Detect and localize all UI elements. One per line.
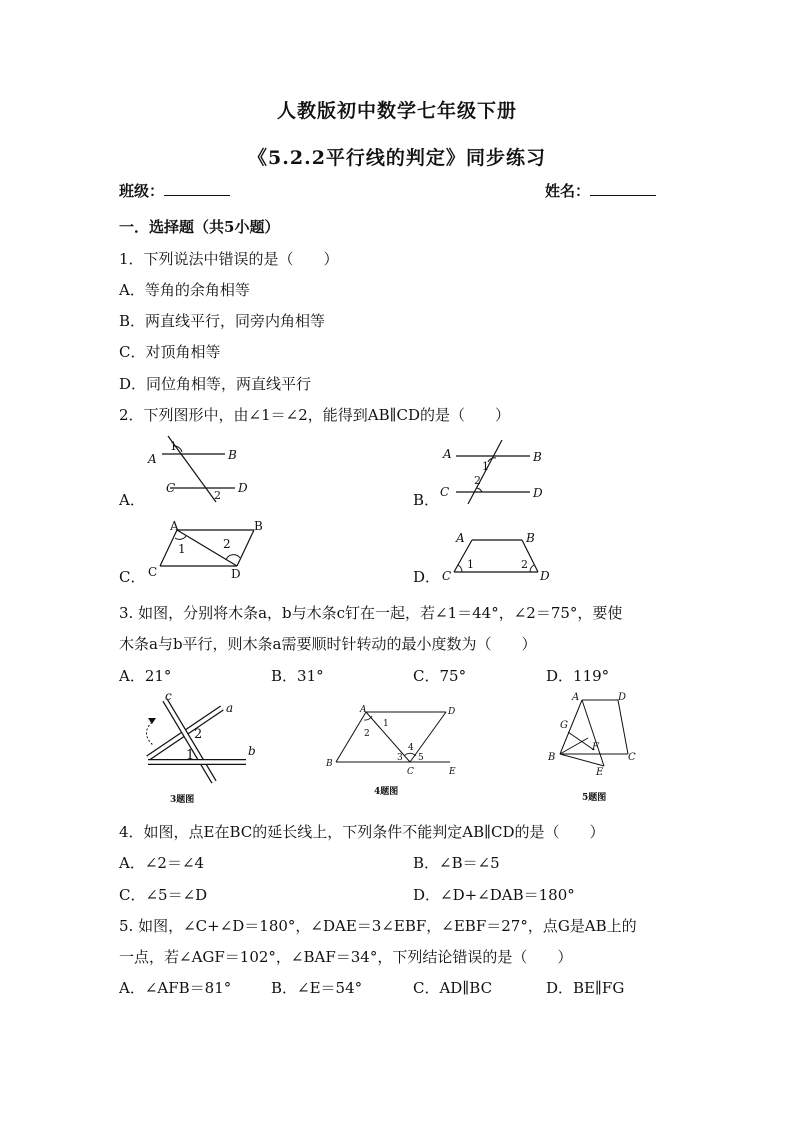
label-2: 2 (223, 537, 231, 551)
label-1: 1 (467, 558, 474, 571)
caption-5: 5题图 (582, 793, 607, 803)
class-label: 班级： (119, 182, 165, 200)
class-field (119, 180, 230, 201)
label-1: 1 (482, 460, 489, 473)
q5-stem-line-1: 5. 如图，∠C+∠D＝180°，∠DAE＝3∠EBF，∠EBF＝27°，点G是AB上的 (119, 917, 637, 935)
label-E: E (449, 767, 456, 777)
q1-option-b: B．两直线平行，同旁内角相等 (119, 312, 326, 330)
label-A: A (443, 447, 452, 461)
caption-3: 3题图 (170, 795, 195, 805)
label-D: D (540, 569, 550, 583)
name-field (545, 180, 656, 201)
label-C: C (440, 485, 450, 499)
q3-option-a: A．21° (119, 667, 172, 685)
label-2: 2 (474, 474, 481, 487)
q2-figure-d (438, 528, 558, 584)
name-blank (590, 181, 656, 196)
label-D: D (448, 707, 456, 717)
label-a: a (226, 701, 234, 715)
label-C: C (148, 565, 158, 579)
q3-option-b: B．31° (271, 667, 324, 685)
label-1: 1 (383, 719, 389, 729)
q3-stem-line-1: 3. 如图，分别将木条a，b与木条c钉在一起，若∠1＝44°，∠2＝75°，要使 (119, 604, 623, 622)
q2-figure-c (142, 520, 272, 580)
name-label: 姓名： (545, 182, 591, 200)
label-C: C (628, 752, 636, 763)
figure-3 (130, 689, 270, 806)
q4-option-b: B．∠B＝∠5 (413, 854, 500, 872)
label-2: 2 (214, 489, 221, 502)
q5-option-a: A．∠AFB＝81° (119, 979, 232, 997)
q2-figure-b (438, 438, 558, 508)
q2-option-d: D． (413, 568, 441, 586)
label-A: A (360, 705, 367, 715)
label-B: B (326, 759, 333, 769)
q4-stem: 4．如图，点E在BC的延长线上，下列条件不能判定AB∥CD的是（ ） (119, 823, 605, 841)
label-2: 2 (364, 729, 370, 739)
figure-5 (540, 688, 650, 806)
page-title: 人教版初中数学七年级下册 (276, 100, 517, 122)
label-A: A (456, 531, 465, 545)
label-B: B (526, 531, 535, 545)
q1-option-d: D．同位角相等，两直线平行 (119, 375, 312, 393)
label-3: 3 (397, 753, 403, 763)
caption-4: 4题图 (374, 787, 399, 797)
q1-option-c: C．对顶角相等 (119, 343, 221, 361)
q4-option-d: D．∠D+∠DAB＝180° (413, 886, 575, 904)
class-blank (164, 181, 230, 196)
q2-option-c: C． (119, 568, 146, 586)
q1-stem: 1．下列说法中错误的是（ ） (119, 250, 339, 268)
label-D: D (618, 692, 627, 703)
q3-option-d: D．119° (546, 667, 610, 685)
label-1: 1 (178, 542, 186, 556)
figure-4 (322, 700, 472, 804)
label-2: 2 (194, 727, 203, 742)
label-B: B (228, 448, 237, 462)
q4-option-c: C．∠5＝∠D (119, 886, 208, 904)
q1-option-a: A．等角的余角相等 (119, 281, 250, 299)
label-G: G (560, 720, 568, 731)
label-F: F (592, 742, 599, 753)
label-2: 2 (521, 558, 528, 571)
label-1: 1 (170, 440, 177, 453)
label-D: D (231, 567, 241, 581)
q5-option-b: B．∠E＝54° (271, 979, 363, 997)
label-A: A (170, 519, 179, 533)
label-B: B (548, 752, 556, 763)
label-1: 1 (186, 748, 195, 763)
label-B: B (254, 519, 263, 533)
label-D: D (238, 481, 248, 495)
label-c: c (165, 689, 172, 703)
q2-stem: 2．下列图形中，由∠1＝∠2，能得到AB∥CD的是（ ） (119, 406, 511, 424)
label-4: 4 (408, 743, 414, 753)
label-D: D (533, 486, 543, 500)
label-5: 5 (418, 753, 424, 763)
label-E: E (596, 767, 604, 778)
section-title: 一．选择题（共5小题） (119, 218, 280, 236)
label-B: B (533, 450, 542, 464)
q5-stem-line-2: 一点，若∠AGF＝102°，∠BAF＝34°，下列结论错误的是（ ） (119, 948, 573, 966)
q3-stem-line-2: 木条a与b平行，则木条a需要顺时针转动的最小度数为（ ） (119, 635, 537, 653)
label-b: b (248, 744, 256, 758)
label-C: C (166, 481, 176, 495)
label-A: A (148, 452, 157, 466)
label-A: A (572, 692, 580, 703)
label-C: C (407, 767, 414, 777)
q3-option-c: C．75° (413, 667, 467, 685)
q4-option-a: A．∠2＝∠4 (119, 854, 205, 872)
q2-option-b: B． (413, 491, 440, 509)
q2-figure-a (140, 432, 270, 504)
label-C: C (442, 569, 452, 583)
page-subtitle: 《5.2.2平行线的判定》同步练习 (248, 147, 546, 169)
q2-option-a: A． (119, 491, 145, 509)
q5-option-c: C．AD∥BC (413, 979, 493, 997)
q5-option-d: D．BE∥FG (546, 979, 625, 997)
